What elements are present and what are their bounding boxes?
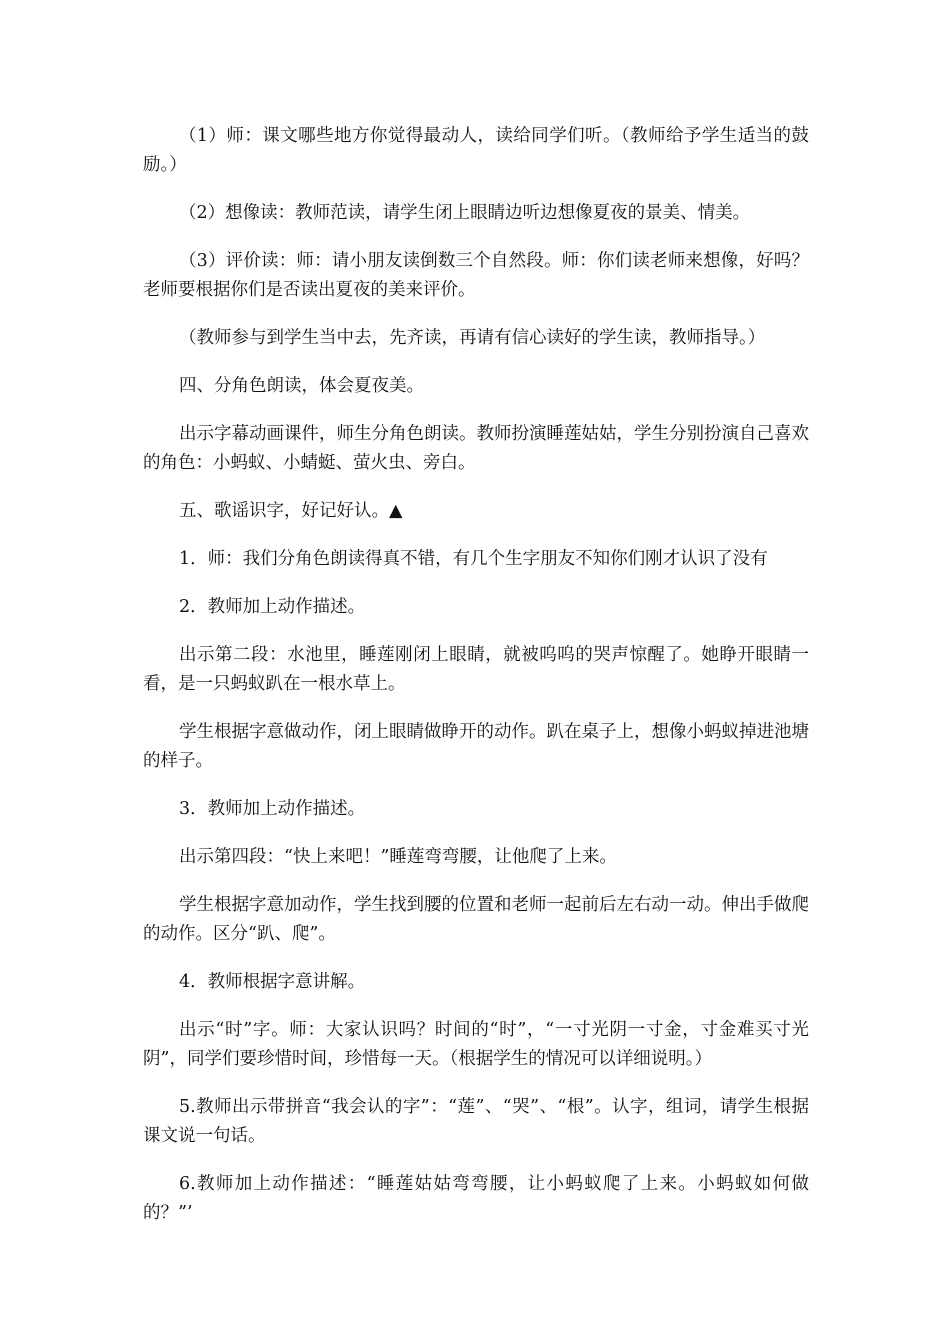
paragraph-15: 4．教师根据字意讲解。 [179,972,366,992]
paragraph-9: 2．教师加上动作描述。 [179,597,366,617]
paragraph-10: 出示第二段：水池里，睡莲刚闭上眼睛，就被呜呜的哭声惊醒了。她睁开眼睛一看，是一只蚂蚁趴在一根水草上。 [143,645,809,694]
paragraph-1: （1）师：课文哪些地方你觉得最动人，读给同学们听。（教师给予学生适当的鼓励。） [143,126,809,175]
paragraph-4: （教师参与到学生当中去，先齐读，再请有信心读好的学生读，教师指导。） [179,328,766,348]
section-heading-5: 五、歌谣识字，好记好认。▲ [179,501,403,521]
paragraph-13: 出示第四段：“快上来吧！”睡莲弯弯腰，让他爬了上来。 [179,847,617,867]
paragraph-8: 1．师：我们分角色朗读得真不错，有几个生字朋友不知你们刚才认识了没有 [179,549,768,569]
document-body [143,122,809,1247]
paragraph-16: 出示“时”字。师：大家认识吗？时间的“时”，“一寸光阴一寸金，寸金难买寸光阴”，同学们要珍惜时间，珍惜每一天。（根据学生的情况可以详细说明。） [143,1020,809,1069]
paragraph-3: （3）评价读：师：请小朋友读倒数三个自然段。师：你们读老师来想像，好吗？老师要根据你们是否读出夏夜的美来评价。 [143,251,809,300]
paragraph-6: 出示字幕动画课件，师生分角色朗读。教师扮演睡莲姑姑，学生分别扮演自己喜欢的角色：小蚂蚁、小蜻蜓、萤火虫、旁白。 [143,424,809,473]
paragraph-18: 6.教师加上动作描述：“睡莲姑姑弯弯腰，让小蚂蚁爬了上来。小蚂蚁如何做的？”’ [143,1174,809,1223]
paragraph-14: 学生根据字意加动作，学生找到腰的位置和老师一起前后左右动一动。伸出手做爬的动作。区分“趴、爬”。 [143,895,809,944]
paragraph-11: 学生根据字意做动作，闭上眼睛做睁开的动作。趴在桌子上，想像小蚂蚁掉进池塘的样子。 [143,722,809,771]
section-heading-4: 四、分角色朗读，体会夏夜美。 [179,376,424,396]
paragraph-12: 3．教师加上动作描述。 [179,799,366,819]
paragraph-17: 5.教师出示带拼音“我会认的字”：“莲”、“哭”、“根”。认字，组词，请学生根据课文说一句话。 [143,1097,809,1146]
paragraph-2: （2）想像读：教师范读，请学生闭上眼睛边听边想像夏夜的景美、情美。 [179,203,751,223]
